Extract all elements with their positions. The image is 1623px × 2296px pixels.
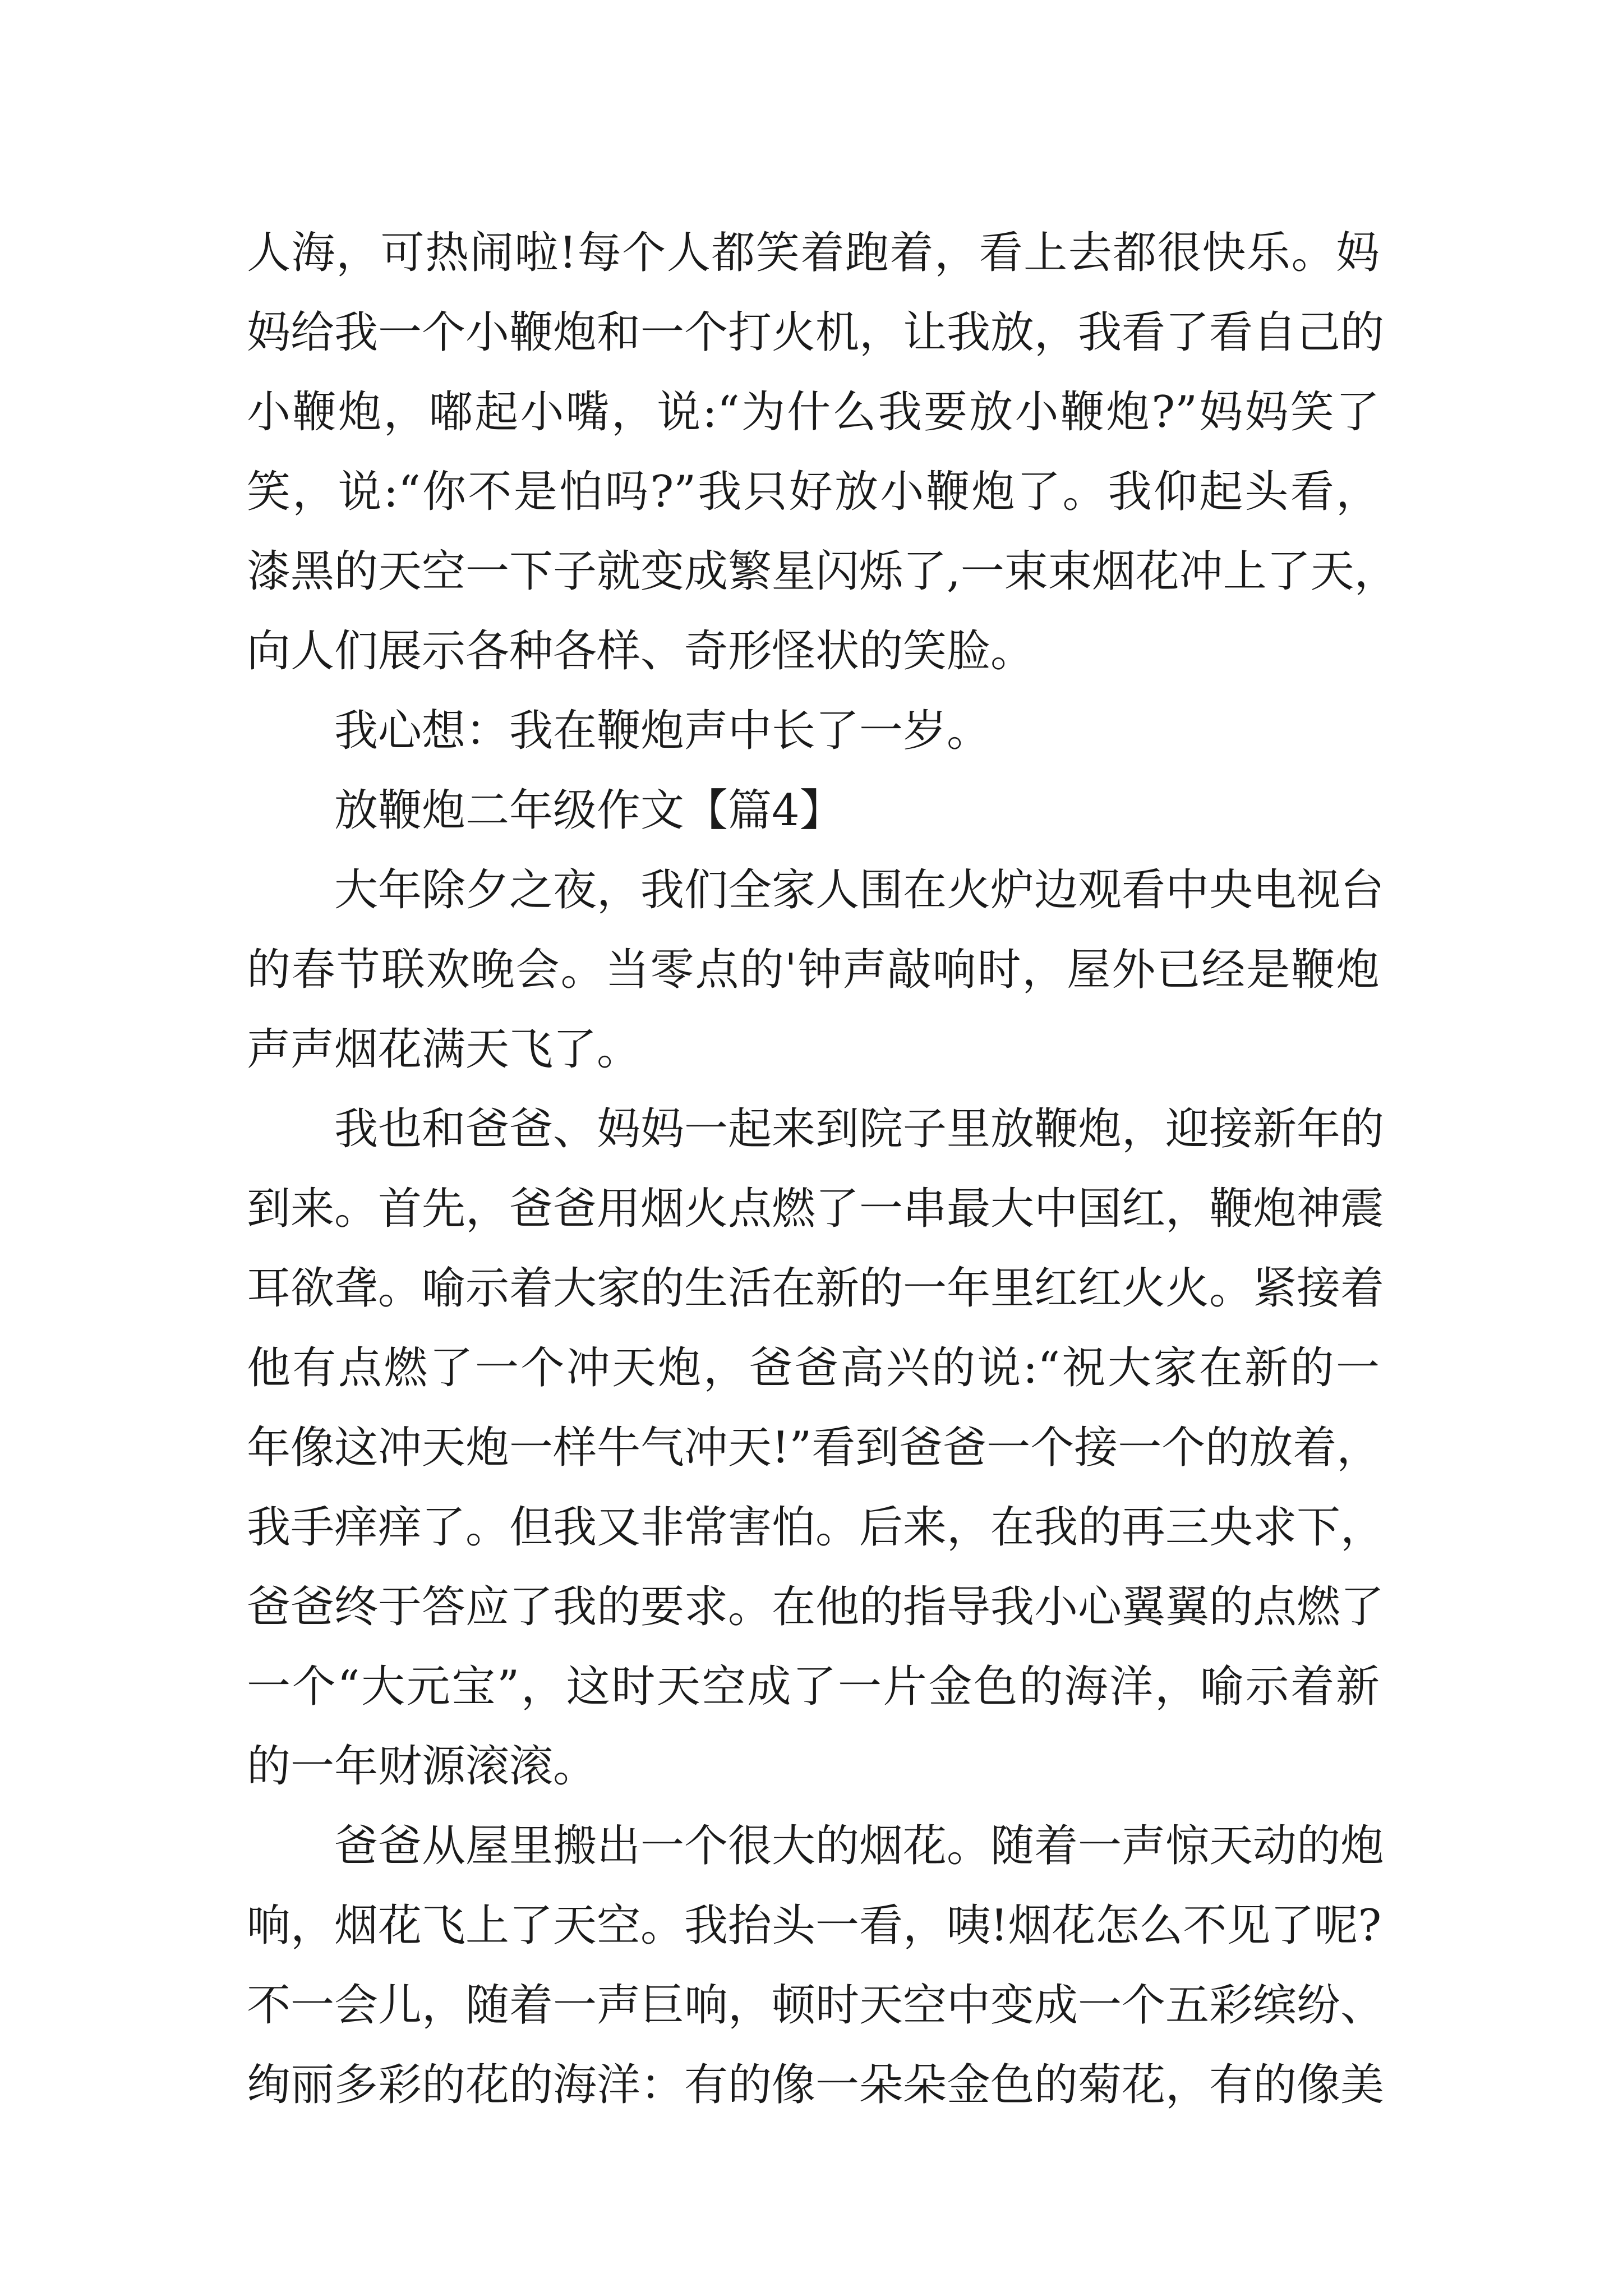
text-line: 小鞭炮，嘟起小嘴，说:“为什么我要放小鞭炮?”妈妈笑了	[247, 387, 1380, 438]
paragraph-line: 我也和爸爸、妈妈一起来到院子里放鞭炮，迎接新年的	[334, 1104, 1385, 1154]
text-line: 到来。首先，爸爸用烟火点燃了一串最大中国红，鞭炮神震	[247, 1184, 1385, 1234]
paragraph-line: 大年除夕之夜，我们全家人围在火炉边观看中央电视台	[334, 865, 1385, 915]
paragraph-line: 爸爸从屋里搬出一个很大的烟花。随着一声惊天动的炮	[334, 1821, 1385, 1871]
text-line: 年像这冲天炮一样牛气冲天!”看到爸爸一个接一个的放着，	[247, 1423, 1381, 1473]
text-line: 耳欲聋。喻示着大家的生活在新的一年里红红火火。紧接着	[247, 1263, 1385, 1314]
text-line: 爸爸终于答应了我的要求。在他的指导我小心翼翼的点燃了	[247, 1582, 1385, 1632]
text-line: 声声烟花满天飞了。	[247, 1024, 641, 1075]
text-line: 不一会儿，随着一声巨响，顿时天空中变成一个五彩缤纷、	[247, 1980, 1385, 2031]
text-line: 笑，说:“你不是怕吗?”我只好放小鞭炮了。我仰起头看，	[247, 467, 1380, 517]
text-line: 他有点燃了一个冲天炮，爸爸高兴的说:“祝大家在新的一	[247, 1343, 1380, 1393]
section-heading: 放鞭炮二年级作文【篇4】	[334, 785, 843, 836]
paragraph-line: 我心想：我在鞭炮声中长了一岁。	[334, 706, 991, 756]
text-line: 的春节联欢晚会。当零点的'钟声敲响时，屋外已经是鞭炮	[247, 945, 1380, 995]
text-line: 绚丽多彩的花的海洋：有的像一朵朵金色的菊花，有的像美	[247, 2060, 1385, 2110]
text-line: 向人们展示各种各样、奇形怪状的笑脸。	[247, 626, 1035, 677]
text-line: 妈给我一个小鞭炮和一个打火机，让我放，我看了看自己的	[247, 307, 1385, 358]
essay-body	[247, 213, 1398, 2125]
text-line: 漆黑的天空一下子就变成繁星闪烁了,一束束烟花冲上了天，	[247, 546, 1398, 597]
text-line: 我手痒痒了。但我又非常害怕。后来，在我的再三央求下，	[247, 1502, 1385, 1553]
text-line: 一个“大元宝”，这时天空成了一片金色的海洋，喻示着新	[247, 1662, 1380, 1712]
text-line: 人海，可热闹啦!每个人都笑着跑着，看上去都很快乐。妈	[247, 228, 1380, 278]
text-line: 的一年财源滚滚。	[247, 1741, 597, 1792]
text-line: 响，烟花飞上了天空。我抬头一看，咦!烟花怎么不见了呢?	[247, 1901, 1382, 1951]
